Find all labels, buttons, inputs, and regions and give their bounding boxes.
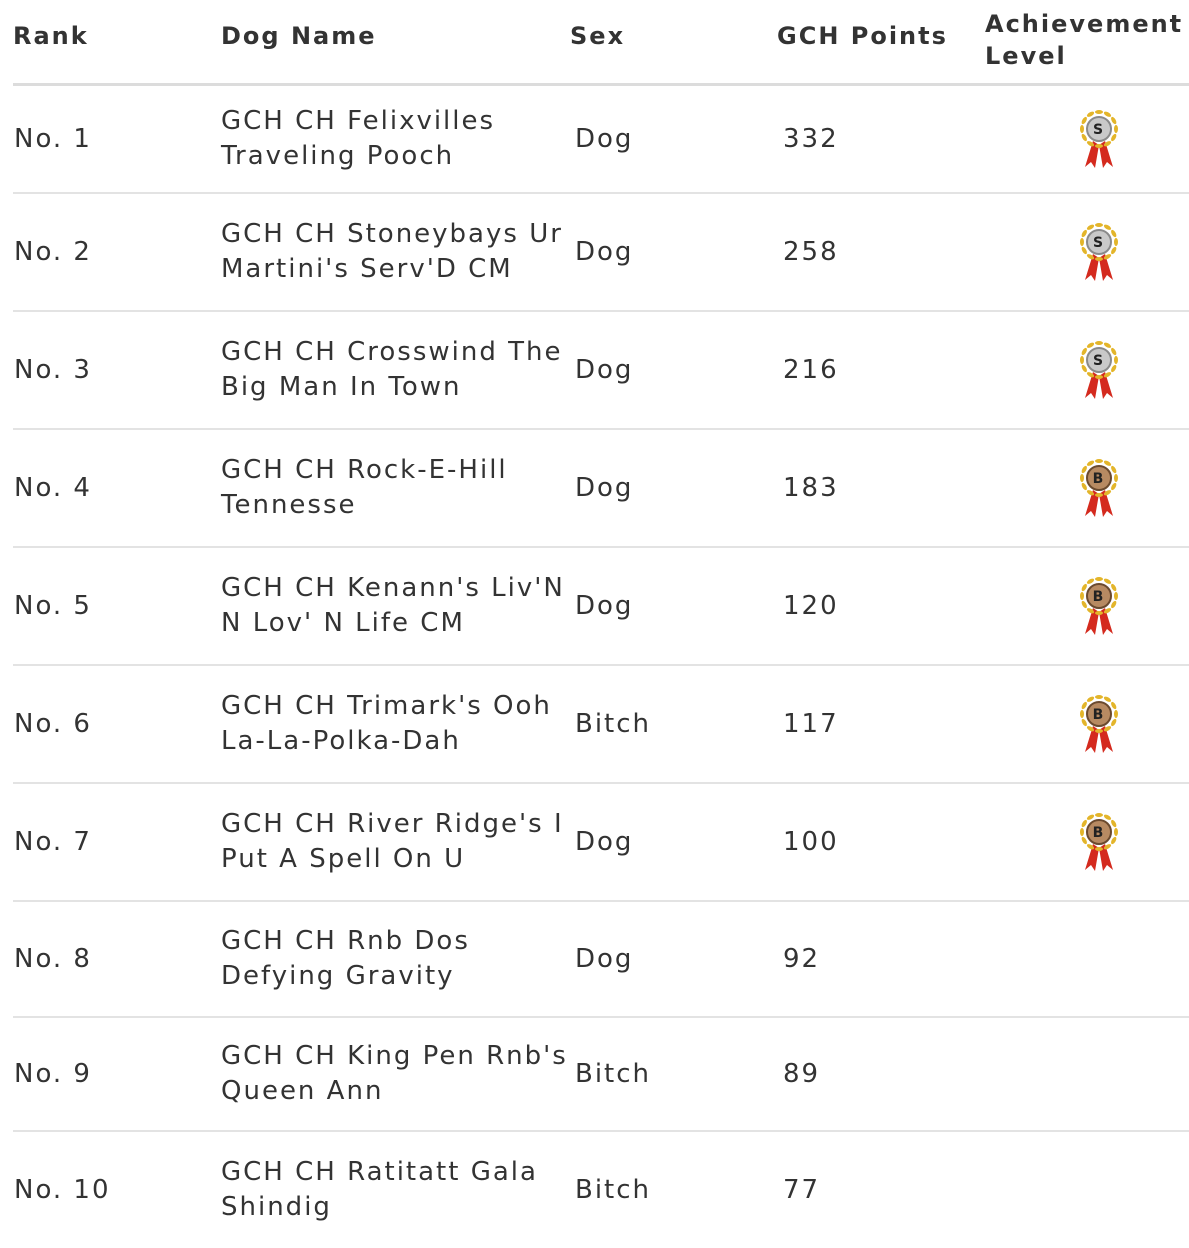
sex-cell: Dog xyxy=(575,124,634,154)
achievement-level-cell xyxy=(1071,338,1127,402)
dog-name-cell: GCH CH Trimark's Ooh La-La-Polka-Dah xyxy=(221,691,552,756)
rank-cell: No. 8 xyxy=(14,944,92,974)
rankings-table xyxy=(13,0,1189,1248)
sex-cell: Bitch xyxy=(575,709,652,739)
header-dog-name[interactable]: Dog Name xyxy=(221,22,377,50)
rank-cell: No. 6 xyxy=(14,709,92,739)
sex-cell: Dog xyxy=(575,591,634,621)
table-row xyxy=(13,548,1189,666)
gch-points-cell: 120 xyxy=(783,591,839,621)
svg-text:S: S xyxy=(1092,353,1106,369)
sex-cell: Dog xyxy=(575,473,634,503)
gch-points-cell: 332 xyxy=(783,124,839,154)
table-row xyxy=(13,784,1189,902)
bronze-award-medal-icon xyxy=(1071,456,1127,520)
rank-cell: No. 4 xyxy=(14,473,92,503)
dog-name-cell: GCH CH Rnb Dos Defying Gravity xyxy=(221,926,470,991)
gch-points-cell: 258 xyxy=(783,237,839,267)
header-sex[interactable]: Sex xyxy=(570,22,626,50)
sex-cell: Dog xyxy=(575,827,634,857)
silver-award-medal-icon xyxy=(1071,338,1127,402)
dog-name-cell: GCH CH Rock-E-Hill Tennesse xyxy=(221,455,508,520)
rank-cell: No. 9 xyxy=(14,1059,92,1089)
table-row xyxy=(13,902,1189,1018)
dog-name-cell: GCH CH River Ridge's I Put A Spell On U xyxy=(221,809,564,874)
sex-cell: Dog xyxy=(575,355,634,385)
table-row xyxy=(13,86,1189,194)
table-row xyxy=(13,1018,1189,1132)
sex-cell: Bitch xyxy=(575,1059,652,1089)
sex-cell: Dog xyxy=(575,237,634,267)
rank-cell: No. 5 xyxy=(14,591,92,621)
gch-points-cell: 77 xyxy=(783,1175,821,1205)
table-row xyxy=(13,194,1189,312)
achievement-level-cell xyxy=(1071,107,1127,171)
gch-points-cell: 183 xyxy=(783,473,839,503)
header-achievement-level[interactable]: Achievement Level xyxy=(985,10,1184,70)
gch-points-cell: 117 xyxy=(783,709,839,739)
bronze-award-medal-icon xyxy=(1071,810,1127,874)
table-header xyxy=(13,0,1189,86)
svg-text:S: S xyxy=(1092,122,1106,138)
rank-cell: No. 7 xyxy=(14,827,92,857)
achievement-level-cell xyxy=(1071,574,1127,638)
table-row xyxy=(13,312,1189,430)
achievement-level-cell xyxy=(1071,220,1127,284)
sex-cell: Bitch xyxy=(575,1175,652,1205)
dog-name-cell: GCH CH King Pen Rnb's Queen Ann xyxy=(221,1041,568,1106)
achievement-level-cell xyxy=(1071,692,1127,756)
svg-text:B: B xyxy=(1092,589,1106,605)
table-row xyxy=(13,1132,1189,1248)
svg-text:S: S xyxy=(1092,235,1106,251)
bronze-award-medal-icon xyxy=(1071,574,1127,638)
bronze-award-medal-icon xyxy=(1071,692,1127,756)
silver-award-medal-icon xyxy=(1071,220,1127,284)
header-gch-points[interactable]: GCH Points xyxy=(777,22,948,50)
gch-points-cell: 89 xyxy=(783,1059,821,1089)
rank-cell: No. 3 xyxy=(14,355,92,385)
dog-name-cell: GCH CH Crosswind The Big Man In Town xyxy=(221,337,563,402)
rank-cell: No. 2 xyxy=(14,237,92,267)
svg-text:B: B xyxy=(1092,825,1106,841)
sex-cell: Dog xyxy=(575,944,634,974)
achievement-level-cell xyxy=(1071,456,1127,520)
achievement-level-cell xyxy=(1071,810,1127,874)
table-row xyxy=(13,430,1189,548)
dog-name-cell: GCH CH Stoneybays Ur Martini's Serv'D CM xyxy=(221,219,563,284)
table-body xyxy=(13,86,1189,1248)
svg-text:B: B xyxy=(1092,707,1106,723)
header-rank[interactable]: Rank xyxy=(13,22,89,50)
svg-text:B: B xyxy=(1092,471,1106,487)
rank-cell: No. 10 xyxy=(14,1175,111,1205)
gch-points-cell: 92 xyxy=(783,944,821,974)
rank-cell: No. 1 xyxy=(14,124,92,154)
silver-award-medal-icon xyxy=(1071,107,1127,171)
dog-name-cell: GCH CH Kenann's Liv'N N Lov' N Life CM xyxy=(221,573,565,638)
dog-name-cell: GCH CH Felixvilles Traveling Pooch xyxy=(221,106,496,171)
gch-points-cell: 100 xyxy=(783,827,839,857)
gch-points-cell: 216 xyxy=(783,355,839,385)
table-row xyxy=(13,666,1189,784)
dog-name-cell: GCH CH Ratitatt Gala Shindig xyxy=(221,1157,538,1222)
